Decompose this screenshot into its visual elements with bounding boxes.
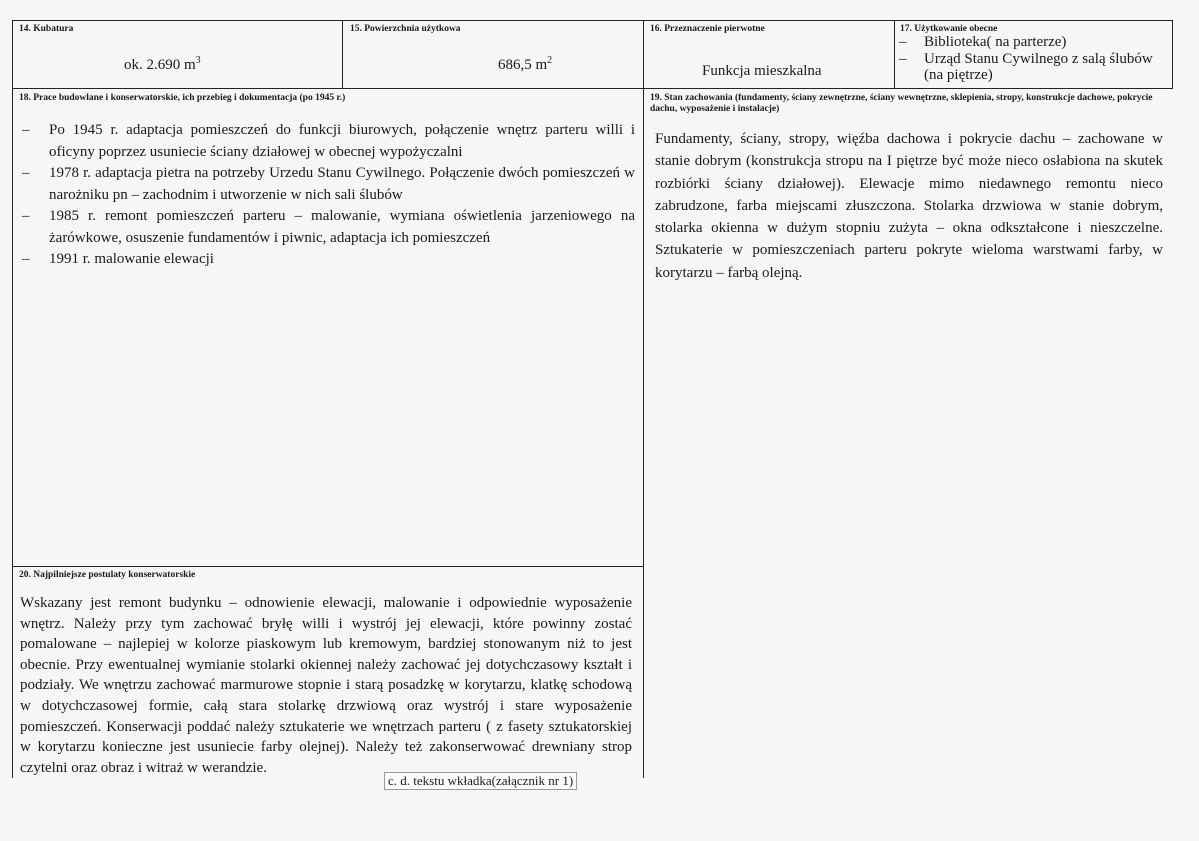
- field-16-value: Funkcja mieszkalna: [702, 63, 822, 79]
- list-item: – 1978 r. adaptacja pietra na potrzeby Urzedu Stanu Cywilnego. Połączenie dwóch pomieszczeń w narożniku pn – zachodnim i utworzenie w nich sali ślubów: [22, 165, 635, 203]
- field-20-label: 20. Najpilniejsze postulaty konserwatorskie: [19, 570, 196, 580]
- list-item: – Po 1945 r. adaptacja pomieszczeń do funkcji biurowych, połączenie wnętrz parteru willi i oficyny poprzez usuniecie ściany działowej w obecnej wypożyczalni: [22, 122, 635, 160]
- list-item: – 1985 r. remont pomieszczeń parteru – malowanie, wymiana oświetlenia jarzeniowego na żarówkowe, osuszenie fundamentów i piwnic, adaptacja ich pomieszczeń: [22, 208, 635, 246]
- list-item: – Urząd Stanu Cywilnego z salą ślubów: [899, 50, 1153, 67]
- top-border: [12, 20, 1173, 21]
- field-20-text: Wskazany jest remont budynku – odnowienie elewacji, malowanie i odpowiednie wyposażenie wnętrz. Należy przy tym zachować bryłę willi i wystrój jej elewacji, które powinny zostać pomalowane – najlepiej w kolorze piaskowym lub kremowym, bardziej stonowanym niż to jest obecnie. Przy ewentualnej wymianie stolarki okiennej należy zachować jej dotychczasowy kształt i podziały. We wnętrzu zachować marmurowe stopnie i starą posadzkę w korytarzu, klatkę schodową w dotychczasowej formie, całą stara stolarkę drzwiową oraz wystrój i stare wyposażenie pomieszczeń. Konserwacji poddać należy sztukaterie we wnętrzach parteru ( z fasety sztukatorskiej w korytarzu konieczne jest usuniecie farby olejnej). Należy też zakonserwować drewniany strop czytelni oraz obraz i witraż w werandzie.: [20, 595, 632, 776]
- field-15-unit-exponent: 2: [547, 55, 553, 66]
- continuation-note: c. d. tekstu wkładka(załącznik nr 1): [384, 772, 577, 790]
- list-item: – 1991 r. malowanie elewacji: [22, 251, 214, 267]
- field-14-value: [124, 55, 201, 75]
- list-item: – Biblioteka( na parterze): [899, 34, 1067, 50]
- col-divider-16-17: [894, 20, 895, 89]
- field-18-list: [20, 120, 635, 271]
- field-19-text: Fundamenty, ściany, stropy, więźba dachowa i pokrycie dachu – zachowane w stanie dobrym (konstrukcja stropu na I piętrze być może nieco osłabiona na skutek rozbiórki ściany działowej). Elewacje mimo niedawnego remontu nieco zabrudzone, farba miejscami złuszczona. Stolarka drzwiowa w stanie dobrym, stolarka okienna w dużym stopniu zużyta – okna odkształcone i nieszczelne. Sztukaterie w pomieszczeniach parteru pokryte wieloma warstwami farby, w korytarzu – farbą olejną.: [655, 131, 1163, 281]
- field-14-label: 14. Kubatura: [19, 24, 74, 34]
- field-15-label: 15. Powierzchnia użytkowa: [350, 24, 461, 34]
- row-divider-2: [12, 566, 644, 567]
- field-17-list: [899, 34, 1179, 84]
- field-14-number: ok. 2.690 m: [124, 57, 196, 73]
- field-15-value: [498, 55, 552, 75]
- field-19-label: 19. Stan zachowania (fundamenty, ściany zewnętrzne, ściany wewnętrzne, sklepienia, stropy, konstrukcje dachowe, pokrycie dachu, wyposażenie i instalacje): [650, 93, 1153, 114]
- field-14-unit-exponent: 3: [195, 55, 201, 66]
- row-divider-1: [12, 88, 1173, 89]
- field-18-label: 18. Prace budowlane i konserwatorskie, ich przebieg i dokumentacja (po 1945 r.): [19, 93, 346, 103]
- field-15-number: 686,5 m: [498, 57, 548, 73]
- field-16-label: 16. Przeznaczenie pierwotne: [650, 24, 765, 34]
- field-17-label: 17. Użytkowanie obecne: [900, 24, 998, 34]
- left-border: [12, 20, 13, 778]
- list-item: (na piętrze): [924, 67, 993, 83]
- col-divider-14-15: [342, 20, 343, 89]
- col-divider-main: [643, 20, 644, 778]
